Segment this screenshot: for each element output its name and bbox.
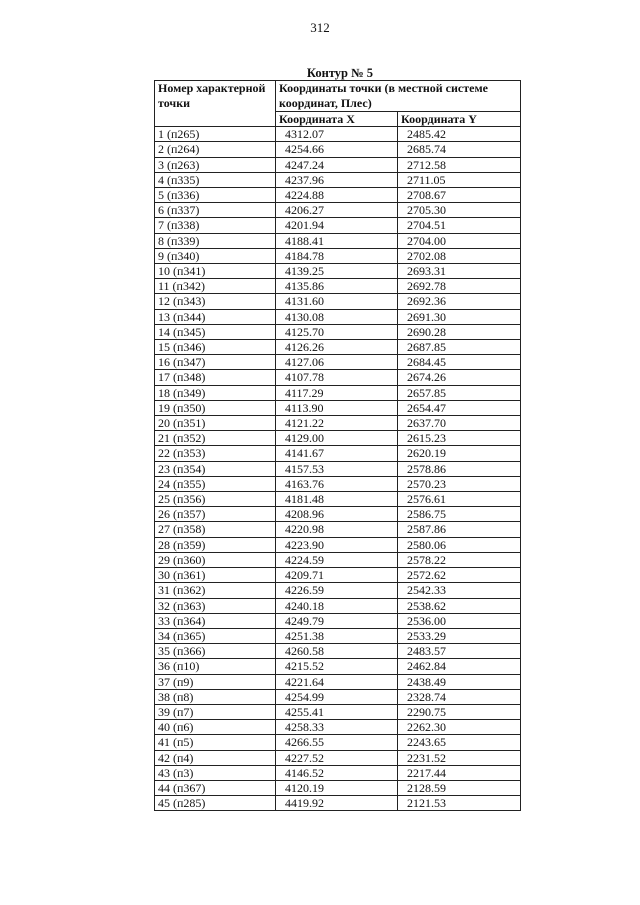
page-number: 312 bbox=[310, 20, 330, 35]
point-number-cell: 30 (п361) bbox=[155, 568, 276, 583]
table-row bbox=[155, 218, 521, 233]
point-number-cell: 39 (п7) bbox=[155, 704, 276, 719]
coordinate-x-cell: 4226.59 bbox=[276, 583, 398, 598]
table-row bbox=[155, 659, 521, 674]
point-number-cell: 28 (п359) bbox=[155, 537, 276, 552]
point-number-cell: 17 (п348) bbox=[155, 370, 276, 385]
point-number-cell: 5 (п336) bbox=[155, 188, 276, 203]
point-number-cell: 44 (п367) bbox=[155, 780, 276, 795]
table-row bbox=[155, 416, 521, 431]
coordinate-x-cell: 4220.98 bbox=[276, 522, 398, 537]
point-number-cell: 26 (п357) bbox=[155, 507, 276, 522]
coordinate-y-cell: 2536.00 bbox=[398, 613, 521, 628]
point-number-cell: 16 (п347) bbox=[155, 355, 276, 370]
coordinate-x-cell: 4419.92 bbox=[276, 796, 398, 811]
coordinate-y-cell: 2637.70 bbox=[398, 416, 521, 431]
point-number-cell: 36 (п10) bbox=[155, 659, 276, 674]
coordinate-x-cell: 4139.25 bbox=[276, 264, 398, 279]
table-row bbox=[155, 522, 521, 537]
coordinate-y-cell: 2328.74 bbox=[398, 689, 521, 704]
coordinate-y-cell: 2578.86 bbox=[398, 461, 521, 476]
coordinate-y-cell: 2262.30 bbox=[398, 720, 521, 735]
coordinate-x-cell: 4260.58 bbox=[276, 644, 398, 659]
point-number-cell: 45 (п285) bbox=[155, 796, 276, 811]
coordinate-x-cell: 4107.78 bbox=[276, 370, 398, 385]
coordinate-x-cell: 4188.41 bbox=[276, 233, 398, 248]
point-number-cell: 7 (п338) bbox=[155, 218, 276, 233]
table-row bbox=[155, 583, 521, 598]
table-row bbox=[155, 689, 521, 704]
coordinate-x-cell: 4224.88 bbox=[276, 188, 398, 203]
coordinate-y-cell: 2533.29 bbox=[398, 628, 521, 643]
point-number-cell: 42 (п4) bbox=[155, 750, 276, 765]
point-number-cell: 10 (п341) bbox=[155, 264, 276, 279]
coordinate-x-cell: 4237.96 bbox=[276, 172, 398, 187]
coordinate-y-cell: 2620.19 bbox=[398, 446, 521, 461]
table-row bbox=[155, 294, 521, 309]
coordinate-y-cell: 2705.30 bbox=[398, 203, 521, 218]
point-number-cell: 15 (п346) bbox=[155, 340, 276, 355]
coordinate-x-cell: 4117.29 bbox=[276, 385, 398, 400]
coordinate-y-cell: 2462.84 bbox=[398, 659, 521, 674]
table-row bbox=[155, 157, 521, 172]
point-number-cell: 35 (п366) bbox=[155, 644, 276, 659]
point-number-cell: 8 (п339) bbox=[155, 233, 276, 248]
table-row bbox=[155, 796, 521, 811]
table-row bbox=[155, 233, 521, 248]
table-row bbox=[155, 492, 521, 507]
coordinate-x-cell: 4221.64 bbox=[276, 674, 398, 689]
point-number-cell: 40 (п6) bbox=[155, 720, 276, 735]
coordinate-y-cell: 2542.33 bbox=[398, 583, 521, 598]
table-row bbox=[155, 613, 521, 628]
table-row bbox=[155, 628, 521, 643]
coordinate-x-cell: 4127.06 bbox=[276, 355, 398, 370]
coordinate-x-cell: 4120.19 bbox=[276, 780, 398, 795]
header-coordinates: Координаты точки (в местной системе координат, Плес) bbox=[276, 81, 521, 112]
coordinate-y-cell: 2586.75 bbox=[398, 507, 521, 522]
coordinate-y-cell: 2654.47 bbox=[398, 400, 521, 415]
coordinate-x-cell: 4254.99 bbox=[276, 689, 398, 704]
header-y: Координата Y bbox=[398, 112, 521, 127]
coordinate-y-cell: 2290.75 bbox=[398, 704, 521, 719]
coordinate-y-cell: 2704.51 bbox=[398, 218, 521, 233]
coordinate-x-cell: 4125.70 bbox=[276, 324, 398, 339]
table-row bbox=[155, 188, 521, 203]
coordinate-y-cell: 2576.61 bbox=[398, 492, 521, 507]
point-number-cell: 13 (п344) bbox=[155, 309, 276, 324]
point-number-cell: 34 (п365) bbox=[155, 628, 276, 643]
coordinate-y-cell: 2570.23 bbox=[398, 476, 521, 491]
coordinate-x-cell: 4146.52 bbox=[276, 765, 398, 780]
coordinate-y-cell: 2217.44 bbox=[398, 765, 521, 780]
table-row bbox=[155, 476, 521, 491]
point-number-cell: 20 (п351) bbox=[155, 416, 276, 431]
table-row bbox=[155, 324, 521, 339]
point-number-cell: 12 (п343) bbox=[155, 294, 276, 309]
table-row bbox=[155, 340, 521, 355]
table-row bbox=[155, 735, 521, 750]
table-row bbox=[155, 446, 521, 461]
coordinate-x-cell: 4258.33 bbox=[276, 720, 398, 735]
point-number-cell: 31 (п362) bbox=[155, 583, 276, 598]
table-row bbox=[155, 537, 521, 552]
table-row bbox=[155, 765, 521, 780]
point-number-cell: 19 (п350) bbox=[155, 400, 276, 415]
point-number-cell: 23 (п354) bbox=[155, 461, 276, 476]
coordinate-x-cell: 4184.78 bbox=[276, 248, 398, 263]
coordinates-table bbox=[154, 80, 521, 811]
point-number-cell: 33 (п364) bbox=[155, 613, 276, 628]
coordinate-x-cell: 4131.60 bbox=[276, 294, 398, 309]
table-row bbox=[155, 598, 521, 613]
table-header-row bbox=[155, 81, 521, 112]
coordinate-y-cell: 2485.42 bbox=[398, 127, 521, 142]
table-row bbox=[155, 385, 521, 400]
point-number-cell: 14 (п345) bbox=[155, 324, 276, 339]
coordinate-x-cell: 4223.90 bbox=[276, 537, 398, 552]
coordinate-y-cell: 2243.65 bbox=[398, 735, 521, 750]
coordinate-x-cell: 4141.67 bbox=[276, 446, 398, 461]
coordinate-x-cell: 4163.76 bbox=[276, 476, 398, 491]
coordinate-y-cell: 2572.62 bbox=[398, 568, 521, 583]
coordinate-y-cell: 2687.85 bbox=[398, 340, 521, 355]
coordinate-y-cell: 2615.23 bbox=[398, 431, 521, 446]
coordinate-x-cell: 4227.52 bbox=[276, 750, 398, 765]
table-row bbox=[155, 720, 521, 735]
point-number-cell: 22 (п353) bbox=[155, 446, 276, 461]
header-point-number: Номер характерной точки bbox=[155, 81, 276, 127]
table-body bbox=[155, 127, 521, 811]
coordinate-x-cell: 4224.59 bbox=[276, 552, 398, 567]
point-number-cell: 1 (п265) bbox=[155, 127, 276, 142]
coordinate-y-cell: 2580.06 bbox=[398, 537, 521, 552]
table-row bbox=[155, 309, 521, 324]
coordinate-y-cell: 2711.05 bbox=[398, 172, 521, 187]
coordinate-y-cell: 2538.62 bbox=[398, 598, 521, 613]
coordinate-x-cell: 4201.94 bbox=[276, 218, 398, 233]
table-row bbox=[155, 400, 521, 415]
point-number-cell: 32 (п363) bbox=[155, 598, 276, 613]
point-number-cell: 43 (п3) bbox=[155, 765, 276, 780]
point-number-cell: 3 (п263) bbox=[155, 157, 276, 172]
table-row bbox=[155, 431, 521, 446]
coordinate-y-cell: 2712.58 bbox=[398, 157, 521, 172]
table-row bbox=[155, 370, 521, 385]
point-number-cell: 25 (п356) bbox=[155, 492, 276, 507]
coordinate-x-cell: 4206.27 bbox=[276, 203, 398, 218]
coordinate-y-cell: 2690.28 bbox=[398, 324, 521, 339]
coordinate-x-cell: 4240.18 bbox=[276, 598, 398, 613]
point-number-cell: 9 (п340) bbox=[155, 248, 276, 263]
coordinate-y-cell: 2483.57 bbox=[398, 644, 521, 659]
coordinate-x-cell: 4255.41 bbox=[276, 704, 398, 719]
header-x: Координата X bbox=[276, 112, 398, 127]
point-number-cell: 38 (п8) bbox=[155, 689, 276, 704]
coordinate-y-cell: 2231.52 bbox=[398, 750, 521, 765]
coordinate-x-cell: 4129.00 bbox=[276, 431, 398, 446]
point-number-cell: 11 (п342) bbox=[155, 279, 276, 294]
coordinate-y-cell: 2693.31 bbox=[398, 264, 521, 279]
table-row bbox=[155, 172, 521, 187]
coordinate-y-cell: 2704.00 bbox=[398, 233, 521, 248]
point-number-cell: 29 (п360) bbox=[155, 552, 276, 567]
coordinate-y-cell: 2692.78 bbox=[398, 279, 521, 294]
coordinate-x-cell: 4254.66 bbox=[276, 142, 398, 157]
table-row bbox=[155, 507, 521, 522]
table-row bbox=[155, 264, 521, 279]
table-row bbox=[155, 644, 521, 659]
coordinate-x-cell: 4130.08 bbox=[276, 309, 398, 324]
point-number-cell: 41 (п5) bbox=[155, 735, 276, 750]
coordinate-x-cell: 4181.48 bbox=[276, 492, 398, 507]
table-row bbox=[155, 279, 521, 294]
table-row bbox=[155, 704, 521, 719]
point-number-cell: 24 (п355) bbox=[155, 476, 276, 491]
contour-title: Контур № 5 bbox=[306, 66, 374, 80]
coordinate-y-cell: 2684.45 bbox=[398, 355, 521, 370]
coordinate-x-cell: 4126.26 bbox=[276, 340, 398, 355]
coordinate-x-cell: 4247.24 bbox=[276, 157, 398, 172]
coordinate-y-cell: 2128.59 bbox=[398, 780, 521, 795]
coordinate-x-cell: 4215.52 bbox=[276, 659, 398, 674]
table-row bbox=[155, 142, 521, 157]
table-row bbox=[155, 248, 521, 263]
coordinate-y-cell: 2691.30 bbox=[398, 309, 521, 324]
point-number-cell: 6 (п337) bbox=[155, 203, 276, 218]
table-row bbox=[155, 461, 521, 476]
table-row bbox=[155, 552, 521, 567]
coordinate-y-cell: 2121.53 bbox=[398, 796, 521, 811]
coordinate-y-cell: 2438.49 bbox=[398, 674, 521, 689]
coordinate-y-cell: 2674.26 bbox=[398, 370, 521, 385]
coordinate-y-cell: 2685.74 bbox=[398, 142, 521, 157]
coordinate-y-cell: 2708.67 bbox=[398, 188, 521, 203]
table-row bbox=[155, 355, 521, 370]
coordinate-x-cell: 4312.07 bbox=[276, 127, 398, 142]
coordinate-x-cell: 4266.55 bbox=[276, 735, 398, 750]
point-number-cell: 4 (п335) bbox=[155, 172, 276, 187]
table-row bbox=[155, 203, 521, 218]
point-number-cell: 2 (п264) bbox=[155, 142, 276, 157]
point-number-cell: 18 (п349) bbox=[155, 385, 276, 400]
coordinate-x-cell: 4208.96 bbox=[276, 507, 398, 522]
table-row bbox=[155, 127, 521, 142]
coordinate-x-cell: 4251.38 bbox=[276, 628, 398, 643]
table-row bbox=[155, 780, 521, 795]
coordinate-y-cell: 2692.36 bbox=[398, 294, 521, 309]
point-number-cell: 37 (п9) bbox=[155, 674, 276, 689]
table-row bbox=[155, 750, 521, 765]
coordinate-y-cell: 2702.08 bbox=[398, 248, 521, 263]
table-row bbox=[155, 674, 521, 689]
point-number-cell: 21 (п352) bbox=[155, 431, 276, 446]
coordinate-y-cell: 2657.85 bbox=[398, 385, 521, 400]
coordinate-x-cell: 4121.22 bbox=[276, 416, 398, 431]
coordinate-x-cell: 4209.71 bbox=[276, 568, 398, 583]
point-number-cell: 27 (п358) bbox=[155, 522, 276, 537]
coordinate-x-cell: 4157.53 bbox=[276, 461, 398, 476]
coordinate-y-cell: 2578.22 bbox=[398, 552, 521, 567]
coordinate-x-cell: 4113.90 bbox=[276, 400, 398, 415]
coordinate-y-cell: 2587.86 bbox=[398, 522, 521, 537]
coordinate-x-cell: 4249.79 bbox=[276, 613, 398, 628]
coordinate-x-cell: 4135.86 bbox=[276, 279, 398, 294]
table-row bbox=[155, 568, 521, 583]
